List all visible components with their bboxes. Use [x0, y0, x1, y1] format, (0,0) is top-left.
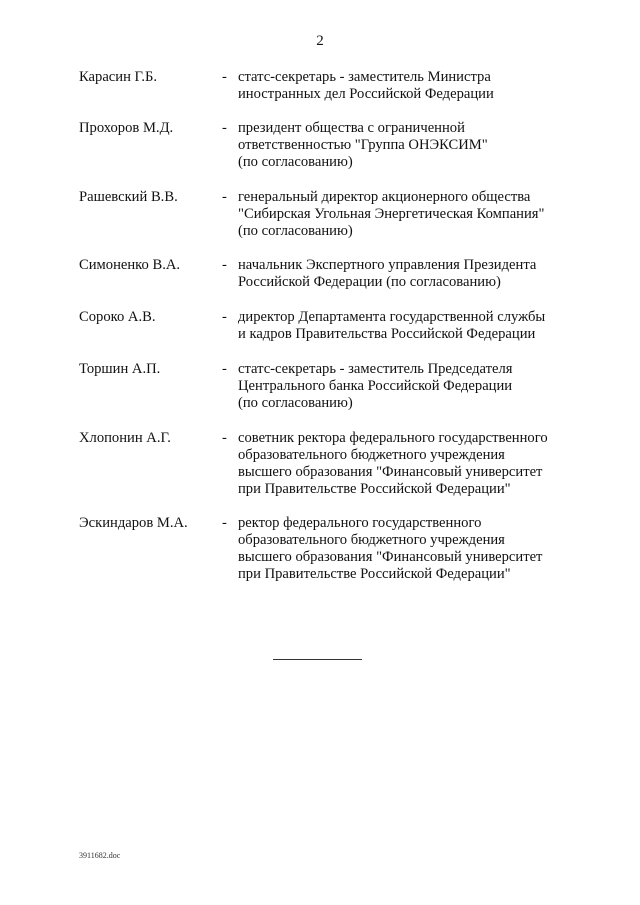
member-position — [238, 309, 633, 343]
member-name: Рашевский В.В. — [79, 189, 178, 205]
member-position — [238, 430, 633, 498]
member-name: Карасин Г.Б. — [79, 69, 158, 85]
position-line: при Правительстве Российской Федерации" — [238, 481, 511, 497]
position-line: высшего образования "Финансовый университет — [238, 549, 543, 565]
position-line: ректор федерального государственного — [238, 515, 482, 531]
position-line: статс-секретарь - заместитель Председателя — [238, 361, 513, 377]
position-line: директор Департамента государственной службы — [238, 309, 546, 325]
member-row — [0, 361, 640, 430]
member-name: Сороко А.В. — [79, 309, 156, 325]
position-line: "Сибирская Угольная Энергетическая Компания" — [238, 206, 545, 222]
position-line: иностранных дел Российской Федерации — [238, 86, 494, 102]
member-name: Симоненко В.А. — [79, 257, 181, 273]
member-position — [238, 120, 633, 171]
member-name: Прохоров М.Д. — [79, 120, 174, 136]
member-list — [0, 69, 640, 583]
member-name: Хлопонин А.Г. — [79, 430, 171, 446]
position-line: президент общества с ограниченной — [238, 120, 465, 136]
member-row — [0, 515, 640, 583]
member-position — [238, 69, 633, 103]
member-name: Торшин А.П. — [79, 361, 161, 377]
end-of-list-separator — [273, 659, 362, 660]
member-dash: - — [222, 515, 227, 531]
position-line: ответственностью "Группа ОНЭКСИМ" — [238, 137, 488, 153]
member-dash: - — [222, 430, 227, 446]
page-number: 2 — [316, 33, 324, 49]
position-line: статс-секретарь - заместитель Министра — [238, 69, 491, 85]
position-line: и кадров Правительства Российской Федерации — [238, 326, 536, 342]
position-line: советник ректора федерального государственного — [238, 430, 548, 446]
position-line: (по согласованию) — [238, 223, 353, 239]
member-dash: - — [222, 120, 227, 136]
position-line: высшего образования "Финансовый университет — [238, 464, 543, 480]
member-row — [0, 189, 640, 257]
position-line: образовательного бюджетного учреждения — [238, 532, 505, 548]
member-row — [0, 69, 640, 120]
position-line: начальник Экспертного управления Президента — [238, 257, 537, 273]
member-dash: - — [222, 309, 227, 325]
member-dash: - — [222, 69, 227, 85]
position-line: Российской Федерации (по согласованию) — [238, 274, 501, 290]
position-line: генеральный директор акционерного общества — [238, 189, 531, 205]
position-line: при Правительстве Российской Федерации" — [238, 566, 511, 582]
position-line: (по согласованию) — [238, 395, 353, 411]
member-position — [238, 257, 633, 291]
member-row — [0, 309, 640, 361]
member-row — [0, 430, 640, 515]
member-dash: - — [222, 257, 227, 273]
member-row — [0, 257, 640, 309]
position-line: Центрального банка Российской Федерации — [238, 378, 513, 394]
member-name: Эскиндаров М.А. — [79, 515, 188, 531]
position-line: (по согласованию) — [238, 154, 353, 170]
member-position — [238, 515, 633, 583]
member-dash: - — [222, 361, 227, 377]
member-dash: - — [222, 189, 227, 205]
member-row — [0, 120, 640, 189]
member-position — [238, 361, 633, 412]
position-line: образовательного бюджетного учреждения — [238, 447, 505, 463]
member-position — [238, 189, 633, 240]
document-file-id: 3911682.doc — [79, 851, 121, 860]
